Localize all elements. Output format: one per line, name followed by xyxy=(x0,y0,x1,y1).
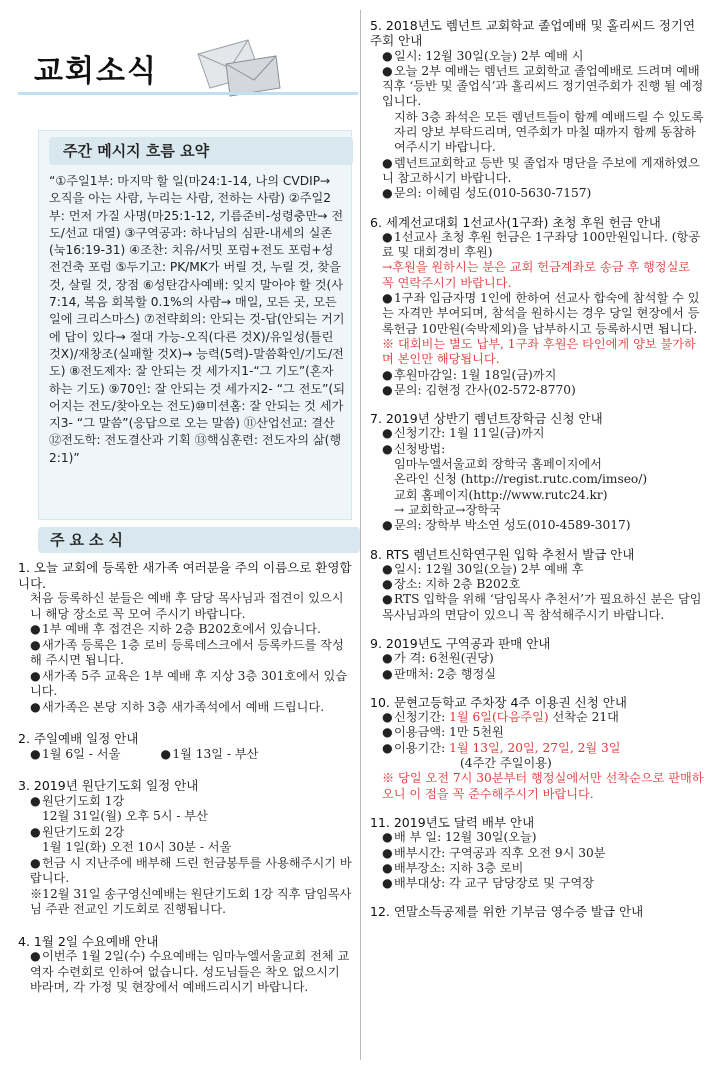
news-left xyxy=(18,560,353,1012)
bullet: ●배부장소: 지하 3층 로비 xyxy=(382,860,524,875)
news-item-text: 처음 등록하신 분들은 예배 후 담당 목사님과 접견이 있으시니 해당 장소로 꼭 모여 주시기 바랍니다. xyxy=(30,591,344,621)
news-item-title: 8. RTS 렘넌트신학연구원 입학 추천서 발급 안내 xyxy=(370,546,635,562)
red-notice: →후원을 원하시는 분은 교회 헌금계좌로 송금 후 행정실로 꼭 연락주시기 바랍니다. xyxy=(382,260,691,290)
news-item-title: 3. 2019년 원단기도회 일정 안내 xyxy=(18,778,199,793)
news-item-11 xyxy=(370,815,705,891)
bullet: ●배부대상: 각 교구 담당장로 및 구역장 xyxy=(382,876,595,891)
news-item-4 xyxy=(18,934,353,996)
news-item-5 xyxy=(370,18,705,202)
news-item-title: 11. 2019년도 달력 배부 안내 xyxy=(370,814,535,830)
bullet-detail: (4주간 주일이용) xyxy=(460,756,552,771)
bullet: ●신청기간: 1월 11일(금)까지 xyxy=(382,426,545,441)
news-item-title: 7. 2019년 상반기 렘넌트장학금 신청 안내 xyxy=(370,411,603,427)
bullet-detail: → 교회학교→장학국 xyxy=(394,502,501,517)
bullet: ●배 부 일: 12월 30일(오늘) xyxy=(382,830,537,845)
bullet-detail: 온라인 신청 (http://regist.rutc.com/imseo/) xyxy=(394,472,648,487)
bullet: ●가 격: 6천원(권당) xyxy=(382,651,494,666)
bullet: ●판매처: 2층 행정실 xyxy=(382,666,497,681)
red-notice: ※ 대회비는 별도 납부, 1구좌 후원은 타인에게 양보 불가하며 본인만 해당됩니다. xyxy=(382,336,696,367)
news-heading: 주요소식 xyxy=(38,527,360,553)
bullet: ●일시: 12월 30일(오늘) 2부 예배 후 xyxy=(382,561,584,576)
bullet: ●일시: 12월 30일(오늘) 2부 예배 시 xyxy=(382,48,584,63)
news-item-text: 지하 3층 좌석은 모든 렘넌트들이 함께 예배드릴 수 있도록 자리 양보 부탁드리며, 연주회가 마칠 때까지 함께 동참하여주시기 바랍니다. xyxy=(394,109,704,155)
bullet: ●새가족 5주 교육은 1부 예배 후 지상 3층 301호에서 있습니다. xyxy=(30,668,348,698)
header-underline xyxy=(18,92,358,95)
bullet-row: ●1월 6일 - 서울 ●1월 13일 - 부산 xyxy=(30,746,259,761)
news-item-3 xyxy=(18,778,353,918)
news-item-6 xyxy=(370,215,705,399)
weekly-summary-title: 주간 메시지 흐름 요약 xyxy=(49,137,353,165)
bullet: ●문의: 장학부 박소연 성도(010-4589-3017) xyxy=(382,518,631,533)
bullet: ●이용기간: 1월 13일, 20일, 27일, 2월 3일 xyxy=(382,740,621,755)
bullet: ●이번주 1월 2일(수) 수요예배는 임마누엘서울교회 전체 교역자 수련회로 인하여 없습니다. 성도님들은 착오 없으시기 바라며, 각 가정 및 현장에서 예배드리시기 바랍니다. xyxy=(30,949,350,994)
bullet-detail: 교회 홈페이지(http://www.rutc24.kr) xyxy=(394,487,608,502)
news-item-8 xyxy=(370,547,705,623)
weekly-summary-box xyxy=(38,130,352,520)
news-item-10 xyxy=(370,695,705,802)
bullet: ●원단기도회 2강 xyxy=(30,824,125,839)
bullet-detail: 1월 1일(화) 오전 10시 30분 - 서울 xyxy=(42,840,232,854)
news-item-title: 10. 문현고등학교 주차장 4주 이용권 신청 안내 xyxy=(370,694,627,710)
news-item-title: 5. 2018년도 렘넌트 교회학교 졸업예배 및 홀리씨드 정기연주회 안내 xyxy=(370,18,696,49)
news-item-1 xyxy=(18,560,353,715)
page-title: 교회소식 xyxy=(34,54,158,89)
column-divider xyxy=(360,10,361,1060)
bullet: ●문의: 이혜림 성도(010-5630-7157) xyxy=(382,186,592,201)
weekly-summary-text: “①주일1부: 마지막 할 일(마24:1-14, 나의 CVDIP→ 오직을 아는 사람, 누리는 사람, 전하는 사람) ②주일2부: 먼저 가질 사명(마25:1-12, 기름준비-성령충만→ 전도/선교 대열) ③구역공과: 하나님의 심판-내세의 실존(눅16:19-31) ④조찬: 치유/서밋 포럼+전도 포럼+성전건축 포럼 ⑤두기고: PK/MK가 버릴 것, 누릴 것, 찾을 것, 살릴 것, 장점 ⑥성탄감사예배: 잊지 말아야 할 것(사7:14, 복음 회복할 0.1%의 사람→ 매일, 모든 곳, 모든 일에 크리스마스) ⑦전략회의: 안되는 것-답(안되는 거기에 답이 있다→ 절대 가능-오직(다른 것X)/유일성(틀린 것X)/재창조(실패할 것X)→ 능력(5력)-말씀확인/기도/전도) ⑧전도제자: 잘 안되는 것 세가지1-“그 기도”(혼자하는 기도) ⑨70인: 잘 안되는 것 세가지2- “그 전도”(되어지는 전도/찾아오는 전도)⑩미션홈: 잘 안되는 것 세가지3- “그 말씀”(응답으로 오는 말씀) ⑪산업선교: 결산 ⑫전도학: 전도결산과 기획 ⑬핵심훈련: 전도자의 삶(행2:1)” xyxy=(49,174,345,465)
news-item-2 xyxy=(18,731,353,762)
bullet: ●1구좌 입금자명 1인에 한하여 선교사 합숙에 참석할 수 있는 자격만 부여되며, 참석을 원하시는 경우 당일 현장에서 등록헌금 10만원(숙박제외)을 납부하시고 등록하시면 됩니다. xyxy=(382,291,700,336)
news-item-title: 6. 세계선교대회 1선교사(1구좌) 초청 후원 헌금 안내 xyxy=(370,214,661,230)
bullet: ●원단기도회 1강 xyxy=(30,793,125,808)
bullet: ●신청기간: 1월 6일(다음주일) 선착순 21대 xyxy=(382,710,619,725)
bullet-detail: 12월 31일(월) 오후 5시 - 부산 xyxy=(42,809,208,823)
red-notice: ※ 당일 오전 7시 30분부터 행정실에서만 선착순으로 판매하오니 이 점을 꼭 준수해주시기 바랍니다. xyxy=(382,771,704,801)
news-item-12 xyxy=(370,904,705,919)
bullet: ●신청방법: xyxy=(382,441,446,456)
news-item-title: 4. 1월 2일 수요예배 안내 xyxy=(18,933,159,949)
bullet: ●배부시간: 구역공과 직후 오전 9시 30분 xyxy=(382,845,606,860)
bullet: ●1부 예배 후 접견은 지하 2층 B202호에서 있습니다. xyxy=(30,622,321,636)
bullet: ●RTS 입학을 위해 ‘담임목사 추천서’가 필요하신 분은 담임목사님과의 면담이 있으니 꼭 참석해주시기 바랍니다. xyxy=(382,592,702,622)
news-item-title: 12. 연말소득공제를 위한 기부금 영수증 발급 안내 xyxy=(370,904,644,920)
bullet: ●렘넌트교회학교 등반 및 졸업자 명단을 주보에 게재하였으니 참고하시기 바랍니다. xyxy=(382,155,700,185)
bullet: ●새가족 등록은 1층 로비 등록데스크에서 등록카드를 작성해 주시면 됩니다. xyxy=(30,637,344,667)
news-item-title: 9. 2019년도 구역공과 판매 안내 xyxy=(370,635,551,651)
news-item-title: 2. 주일예배 일정 안내 xyxy=(18,731,139,746)
bullet: ●후원마감일: 1월 18일(금)까지 xyxy=(382,367,557,382)
bullet: ●오늘 2부 예배는 렘넌트 교회학교 졸업예배로 드려며 예배 직후 ‘등반 및 졸업식’과 홀리씨드 정기연주회가 진행 될 예정입니다. xyxy=(382,63,704,109)
bullet: ●문의: 김현정 간사(02-572-8770) xyxy=(382,382,576,397)
news-item-7 xyxy=(370,411,705,533)
note: ※12월 31일 송구영신예배는 원단기도회 1강 직후 담임목사님 주관 전교인 기도회로 진행됩니다. xyxy=(30,886,352,916)
bullet: ●장소: 지하 2층 B202호 xyxy=(382,577,521,592)
bullet: ●이용금액: 1만 5천원 xyxy=(382,725,504,740)
bullet: ●헌금 시 지난주에 배부해 드린 헌금봉투를 사용해주시기 바랍니다. xyxy=(30,855,352,885)
bullet-detail: 임마누엘서울교회 장학국 홈페이지에서 xyxy=(394,457,602,472)
header xyxy=(18,40,358,98)
bullet: ●1선교사 초청 후원 헌금은 1구좌당 100만원입니다. (항공료 및 대회경비 후원) xyxy=(382,229,701,260)
news-right xyxy=(370,18,705,933)
bullet: ●새가족은 본당 지하 3층 새가족석에서 예배 드립니다. xyxy=(30,699,325,714)
news-item-title: 1. 오늘 교회에 등록한 새가족 여러분을 주의 이름으로 환영합니다. xyxy=(18,560,352,591)
news-item-9 xyxy=(370,636,705,682)
